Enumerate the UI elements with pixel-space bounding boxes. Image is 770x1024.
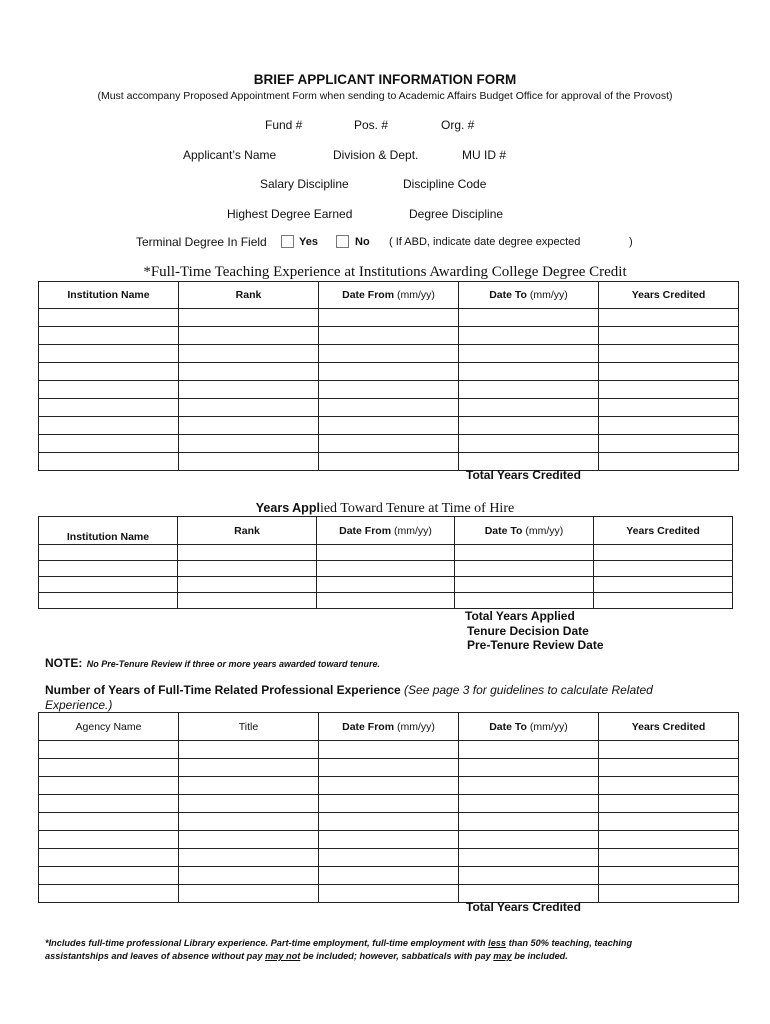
- table-row: [39, 399, 739, 417]
- table-cell[interactable]: [39, 453, 179, 471]
- table-cell[interactable]: [455, 577, 594, 593]
- table-cell[interactable]: [39, 885, 179, 903]
- table-row: [39, 309, 739, 327]
- fund-label: Fund #: [265, 118, 303, 132]
- table-row: [39, 363, 739, 381]
- salary-discipline-label: Salary Discipline: [260, 177, 349, 191]
- table-cell[interactable]: [39, 327, 179, 345]
- table-cell[interactable]: [599, 813, 739, 831]
- tenure-heading: Years Applied Toward Tenure at Time of Hire: [255, 501, 515, 516]
- table-cell[interactable]: [319, 435, 459, 453]
- table-cell[interactable]: [599, 795, 739, 813]
- professional-heading: Number of Years of Full-Time Related Professional Experience (See page 3 for guidelines to calculate Related: [45, 683, 653, 697]
- col-institution-name: Institution Name: [39, 517, 178, 545]
- table-cell[interactable]: [179, 417, 319, 435]
- table-row: [39, 885, 739, 903]
- table-cell[interactable]: [599, 417, 739, 435]
- table-row: [39, 741, 739, 759]
- col-date-to: Date To (mm/yy): [459, 282, 599, 309]
- table-cell[interactable]: [39, 813, 179, 831]
- mu-id-label: MU ID #: [462, 148, 507, 162]
- table-cell[interactable]: [179, 867, 319, 885]
- form-title: BRIEF APPLICANT INFORMATION FORM: [253, 72, 517, 87]
- table-cell[interactable]: [459, 759, 599, 777]
- tenure-note: NOTE: No Pre-Tenure Review if three or more years awarded toward tenure.: [45, 656, 381, 670]
- teaching-heading: *Full-Time Teaching Experience at Institutions Awarding College Degree Credit: [143, 264, 627, 280]
- col-agency-name: Agency Name: [39, 713, 179, 741]
- table-cell[interactable]: [319, 795, 459, 813]
- table-cell[interactable]: [594, 577, 733, 593]
- division-label: Division & Dept.: [333, 148, 419, 162]
- tenure-decision-date-label: Tenure Decision Date: [467, 624, 589, 638]
- teaching-total-label: Total Years Credited: [466, 468, 581, 482]
- table-cell[interactable]: [599, 777, 739, 795]
- tenure-table: [38, 516, 733, 609]
- table-cell[interactable]: [459, 327, 599, 345]
- table-cell[interactable]: [459, 831, 599, 849]
- table-cell[interactable]: [179, 327, 319, 345]
- table-row: [39, 545, 733, 561]
- footnote-line-2: assistantships and leaves of absence without pay may not be included; however, sabbaticals with pay may be included.: [45, 951, 568, 961]
- table-cell[interactable]: [179, 741, 319, 759]
- no-checkbox[interactable]: [336, 235, 349, 248]
- table-cell[interactable]: [39, 435, 179, 453]
- table-cell[interactable]: [178, 545, 317, 561]
- table-cell[interactable]: [39, 561, 178, 577]
- table-row: [39, 759, 739, 777]
- footnote-line-1: *Includes full-time professional Library experience. Part-time employment, full-time employment with less than 50% teaching, teaching: [45, 938, 633, 948]
- table-row: [39, 345, 739, 363]
- table-row: [39, 831, 739, 849]
- table-cell[interactable]: [319, 327, 459, 345]
- col-date-from: Date From (mm/yy): [317, 517, 455, 545]
- table-cell[interactable]: [179, 363, 319, 381]
- table-cell[interactable]: [599, 759, 739, 777]
- yes-checkbox[interactable]: [281, 235, 294, 248]
- table-cell[interactable]: [179, 309, 319, 327]
- table-cell[interactable]: [455, 545, 594, 561]
- teaching-table: [38, 281, 739, 471]
- professional-heading-cont: Experience.): [45, 698, 113, 712]
- abd-note: ( If ABD, indicate date degree expected: [389, 236, 581, 248]
- table-cell[interactable]: [39, 795, 179, 813]
- table-cell[interactable]: [39, 777, 179, 795]
- applicant-name-label: Applicant’s Name: [183, 148, 277, 162]
- table-cell[interactable]: [39, 363, 179, 381]
- table-cell[interactable]: [39, 345, 179, 363]
- professional-total-label: Total Years Credited: [466, 900, 581, 914]
- highest-degree-label: Highest Degree Earned: [227, 207, 353, 221]
- table-cell[interactable]: [179, 813, 319, 831]
- table-row: [39, 593, 733, 609]
- table-cell[interactable]: [319, 453, 459, 471]
- table-cell[interactable]: [599, 399, 739, 417]
- table-cell[interactable]: [459, 381, 599, 399]
- table-cell[interactable]: [179, 399, 319, 417]
- table-cell[interactable]: [319, 381, 459, 399]
- professional-table: [38, 712, 739, 903]
- table-cell[interactable]: [39, 399, 179, 417]
- table-cell[interactable]: [317, 561, 455, 577]
- form-subtitle: (Must accompany Proposed Appointment Form when sending to Academic Affairs Budget Office for approval of the Provost): [97, 90, 673, 102]
- discipline-code-label: Discipline Code: [403, 177, 487, 191]
- table-row: [39, 381, 739, 399]
- table-cell[interactable]: [179, 885, 319, 903]
- table-cell[interactable]: [459, 777, 599, 795]
- table-cell[interactable]: [319, 867, 459, 885]
- table-cell[interactable]: [599, 381, 739, 399]
- col-years-credited: Years Credited: [599, 282, 739, 309]
- table-cell[interactable]: [599, 327, 739, 345]
- table-cell[interactable]: [39, 831, 179, 849]
- table-cell[interactable]: [459, 435, 599, 453]
- table-cell[interactable]: [319, 849, 459, 867]
- table-cell[interactable]: [39, 309, 179, 327]
- table-cell[interactable]: [459, 795, 599, 813]
- table-row: [39, 849, 739, 867]
- col-date-from: Date From (mm/yy): [319, 282, 459, 309]
- col-rank: Rank: [179, 282, 319, 309]
- table-row: [39, 795, 739, 813]
- table-cell[interactable]: [594, 545, 733, 561]
- table-cell[interactable]: [459, 813, 599, 831]
- table-cell[interactable]: [39, 381, 179, 399]
- table-cell[interactable]: [179, 831, 319, 849]
- table-cell[interactable]: [39, 545, 178, 561]
- table-cell[interactable]: [599, 885, 739, 903]
- table-row: [39, 435, 739, 453]
- degree-discipline-label: Degree Discipline: [409, 207, 504, 221]
- table-cell[interactable]: [178, 561, 317, 577]
- col-date-to: Date To (mm/yy): [459, 713, 599, 741]
- table-cell[interactable]: [459, 849, 599, 867]
- table-cell[interactable]: [459, 417, 599, 435]
- table-row: [39, 561, 733, 577]
- table-cell[interactable]: [39, 867, 179, 885]
- table-cell[interactable]: [39, 849, 179, 867]
- table-cell[interactable]: [319, 777, 459, 795]
- col-rank: Rank: [178, 517, 317, 545]
- table-cell[interactable]: [319, 813, 459, 831]
- table-cell[interactable]: [179, 795, 319, 813]
- table-cell[interactable]: [319, 885, 459, 903]
- table-cell[interactable]: [317, 593, 455, 609]
- table-row: [39, 777, 739, 795]
- table-row: [39, 453, 739, 471]
- table-cell[interactable]: [599, 435, 739, 453]
- table-cell[interactable]: [599, 831, 739, 849]
- table-cell[interactable]: [459, 741, 599, 759]
- table-cell[interactable]: [39, 417, 179, 435]
- table-cell[interactable]: [39, 577, 178, 593]
- table-cell[interactable]: [178, 577, 317, 593]
- table-cell[interactable]: [179, 777, 319, 795]
- table-cell[interactable]: [179, 381, 319, 399]
- org-label: Org. #: [441, 118, 475, 132]
- table-cell[interactable]: [455, 593, 594, 609]
- table-row: [39, 327, 739, 345]
- table-cell[interactable]: [455, 561, 594, 577]
- table-cell[interactable]: [179, 435, 319, 453]
- col-date-from: Date From (mm/yy): [319, 713, 459, 741]
- col-title: Title: [179, 713, 319, 741]
- table-cell[interactable]: [178, 593, 317, 609]
- table-cell[interactable]: [317, 545, 455, 561]
- table-cell[interactable]: [317, 577, 455, 593]
- yes-label: Yes: [299, 236, 318, 248]
- col-institution-name: Institution Name: [39, 282, 179, 309]
- table-cell[interactable]: [319, 417, 459, 435]
- table-cell[interactable]: [459, 867, 599, 885]
- table-cell[interactable]: [319, 759, 459, 777]
- table-cell[interactable]: [179, 345, 319, 363]
- table-cell[interactable]: [319, 363, 459, 381]
- table-cell[interactable]: [599, 363, 739, 381]
- pos-label: Pos. #: [354, 118, 389, 132]
- table-cell[interactable]: [319, 741, 459, 759]
- table-cell[interactable]: [599, 345, 739, 363]
- table-cell[interactable]: [594, 593, 733, 609]
- table-cell[interactable]: [319, 399, 459, 417]
- table-cell[interactable]: [459, 363, 599, 381]
- table-cell[interactable]: [599, 309, 739, 327]
- col-years-credited: Years Credited: [599, 713, 739, 741]
- table-cell[interactable]: [459, 399, 599, 417]
- abd-close-paren: ): [629, 236, 633, 248]
- table-cell[interactable]: [459, 345, 599, 363]
- table-cell[interactable]: [599, 453, 739, 471]
- pre-tenure-review-date-label: Pre-Tenure Review Date: [467, 638, 604, 652]
- table-row: [39, 577, 733, 593]
- table-cell[interactable]: [39, 741, 179, 759]
- table-cell[interactable]: [179, 453, 319, 471]
- table-cell[interactable]: [179, 759, 319, 777]
- table-row: [39, 417, 739, 435]
- col-date-to: Date To (mm/yy): [455, 517, 594, 545]
- table-row: [39, 867, 739, 885]
- table-cell[interactable]: [459, 309, 599, 327]
- no-label: No: [355, 236, 370, 248]
- table-cell[interactable]: [319, 345, 459, 363]
- terminal-degree-label: Terminal Degree In Field: [136, 235, 267, 249]
- table-cell[interactable]: [594, 561, 733, 577]
- table-cell[interactable]: [179, 849, 319, 867]
- table-cell[interactable]: [319, 309, 459, 327]
- table-cell[interactable]: [599, 849, 739, 867]
- total-years-applied-label: Total Years Applied: [465, 609, 575, 623]
- table-cell[interactable]: [599, 741, 739, 759]
- table-cell[interactable]: [599, 867, 739, 885]
- table-cell[interactable]: [39, 593, 178, 609]
- table-cell[interactable]: [39, 759, 179, 777]
- table-row: [39, 813, 739, 831]
- table-cell[interactable]: [319, 831, 459, 849]
- col-years-credited: Years Credited: [594, 517, 733, 545]
